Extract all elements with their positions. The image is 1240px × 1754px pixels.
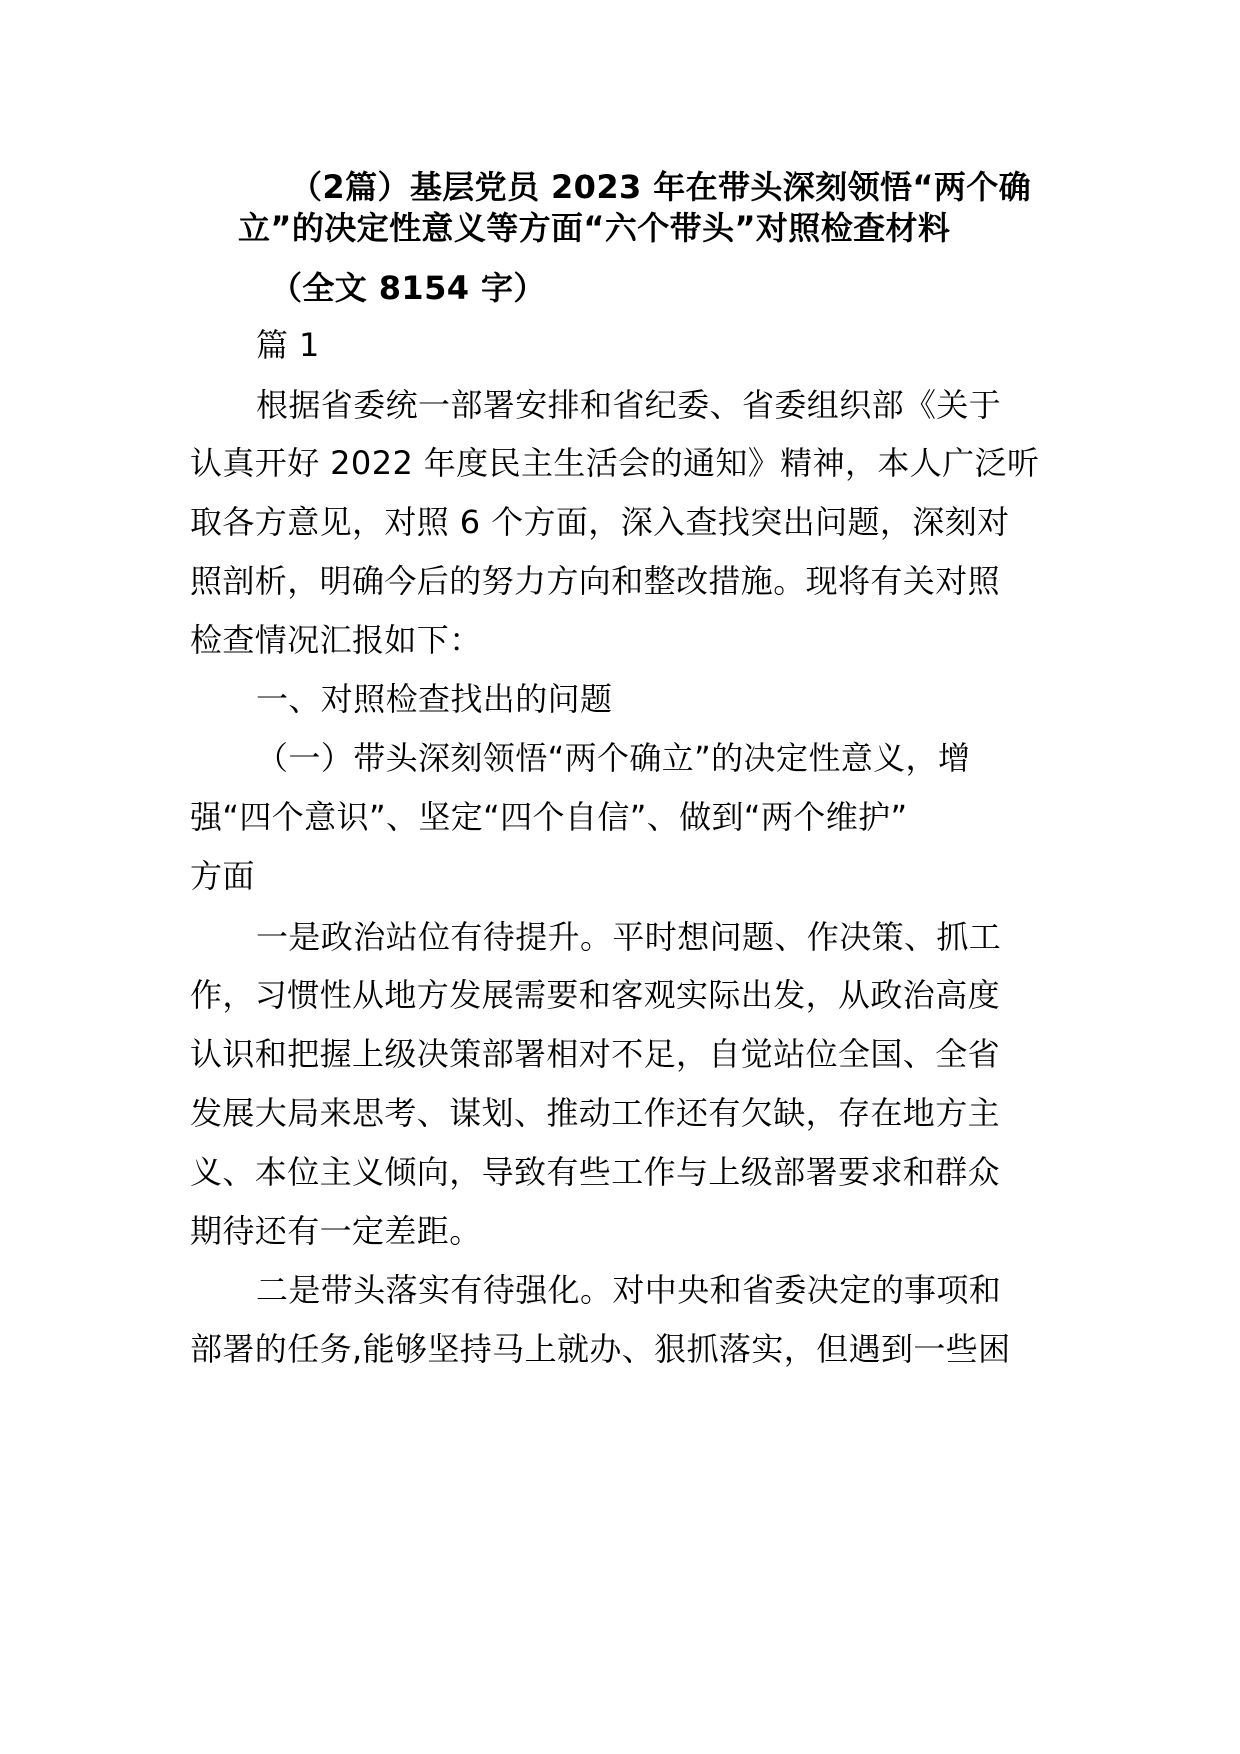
paragraph-line: 检查情况汇报如下： [190,621,482,659]
paragraph-line: 取各方意见，对照 6 个方面，深入查找突出问题，深刻对 [190,503,1010,541]
paragraph-line: 照剖析，明确今后的努力方向和整改措施。现将有关对照 [190,562,1001,600]
paragraph-line: 作，习惯性从地方发展需要和客观实际出发，从政治高度 [190,976,1001,1014]
paragraph-line: 期待还有一定差距。 [190,1212,482,1250]
document-title-line-1: （2篇）基层党员 2023 年在带头深刻领悟“两个确 [290,168,1032,206]
paragraph-line: 认识和把握上级决策部署相对不足，自觉站位全国、全省 [190,1035,1001,1073]
paragraph-line: 二是带头落实有待强化。对中央和省委决定的事项和 [256,1271,1002,1309]
subheading-line: 方面 [190,857,255,895]
document-title-line-3: （全文 8154 字） [270,269,546,307]
subheading-line: （一）带头深刻领悟“两个确立”的决定性意义，增 [256,739,971,777]
paragraph-line: 义、本位主义倾向，导致有些工作与上级部署要求和群众 [190,1153,1001,1191]
heading-line: 一、对照检查找出的问题 [256,680,613,718]
subheading-line: 强“四个意识”、坚定“四个自信”、做到“两个维护” [190,798,908,836]
section-label: 篇 1 [256,326,320,364]
paragraph-line: 部署的任务,能够坚持马上就办、狠抓落实，但遇到一些困 [190,1330,1011,1368]
paragraph-line: 发展大局来思考、谋划、推动工作还有欠缺，存在地方主 [190,1094,1001,1132]
paragraph-line: 认真开好 2022 年度民主生活会的通知》精神，本人广泛听 [190,444,1040,482]
paragraph-line: 根据省委统一部署安排和省纪委、省委组织部《关于 [256,386,1002,424]
paragraph-line: 一是政治站位有待提升。平时想问题、作决策、抓工 [256,918,1002,956]
document-title-line-2: 立”的决定性意义等方面“六个带头”对照检查材料 [238,209,951,247]
